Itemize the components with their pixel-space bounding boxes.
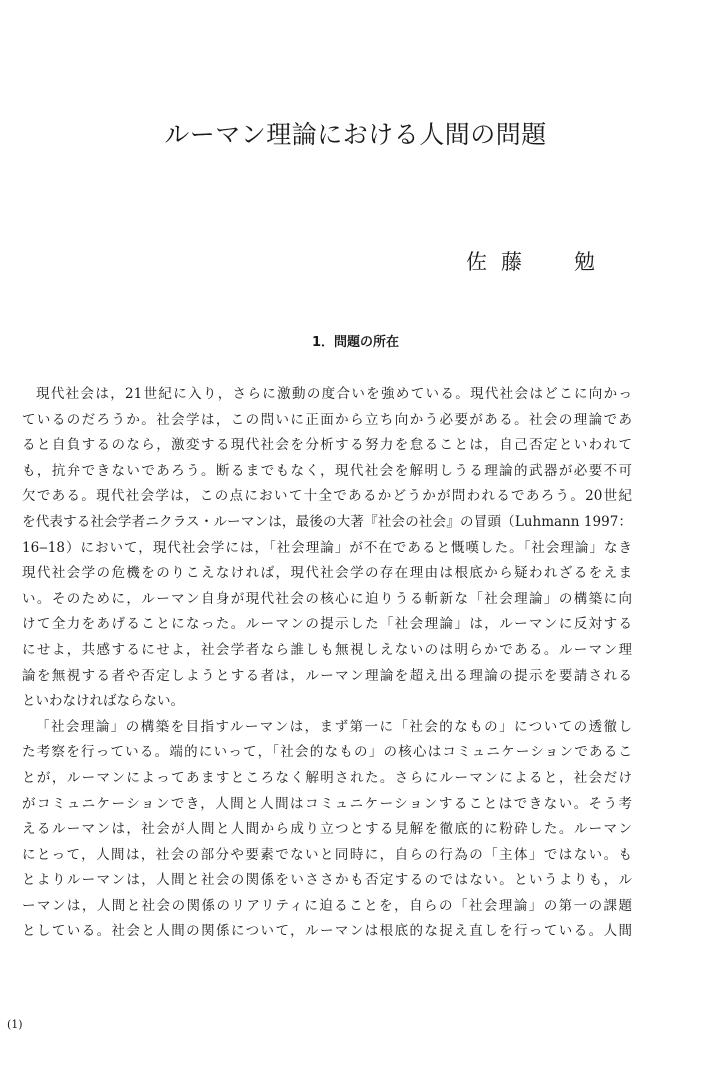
section-heading: 1．問題の所在 (311, 335, 400, 350)
body-line: 「社会理論」の構築を目指すルーマンは，まず第一に「社会的なもの」についての透徹し (36, 718, 632, 735)
body-line: といわなければならない。 (22, 693, 184, 710)
body-line: も，抗弁できないであろう。断るまでもなく，現代社会を解明しうる理論的武器が必要不可 (22, 462, 632, 479)
body-line: がコミュニケーションでき，人間と人間はコミュニケーションすることはできない。そう考 (22, 795, 632, 812)
body-line: とよりルーマンは，人間と社会の関係をいささかも否定するのではない。というよりも，ル (22, 872, 632, 889)
paper-title: ルーマン理論における人間の問題 (164, 120, 547, 149)
body-line: い。そのために，ルーマン自身が現代社会の核心に迫りうる斬新な「社会理論」の構築に向 (22, 590, 632, 607)
body-line: とが，ルーマンによってあますところなく解明された。さらにルーマンによると，社会だけ (22, 769, 632, 786)
body-line: としている。社会と人間の関係について，ルーマンは根底的な捉え直しを行っている。人間 (22, 923, 632, 940)
body-line: にせよ，共感するにせよ，社会学者なら誰しも無視しえないのは明らかである。ルーマン理 (22, 641, 632, 658)
body-line: 論を無視する者や否定しようとする者は，ルーマン理論を超え出る理論の提示を要請される (22, 667, 632, 684)
body-line: を代表する社会学者ニクラス・ルーマンは，最後の大著『社会の社会』の冒頭（Luhmann 1997： (22, 513, 632, 530)
body-line: 16‒18）において，現代社会学には，「社会理論」が不在であると慨嘆した。「社会理論」なき (22, 539, 632, 556)
body-text (22, 382, 632, 945)
body-line: にとって，人間は，社会の部分や要素でないと同時に，自らの行為の「主体」ではない。も (22, 846, 632, 863)
body-line: 現代社会学の危機をのりこえなければ，現代社会学の存在理由は根底から疑われざるをえま (22, 565, 632, 582)
body-line: 欠である。現代社会学は，この点において十全であるかどうかが問われるであろう。20世紀 (22, 488, 632, 505)
author-given-name: 勉 (574, 250, 595, 274)
body-line: 現代社会は，21世紀に入り，さらに激動の度合いを強めている。現代社会はどこに向かっ (36, 386, 632, 402)
body-line: けて全力をあげることになった。ルーマンの提示した「社会理論」は，ルーマンに反対する (22, 616, 632, 633)
body-line: ているのだろうか。社会学は，この問いに正面から立ち向かう必要がある。社会の理論であ (22, 411, 632, 428)
body-line: た考察を行っている。端的にいって，「社会的なもの」の核心はコミュニケーションであるこ (22, 744, 632, 761)
body-line: ーマンは，人間と社会の関係のリアリティに迫ることを，自らの「社会理論」の第一の課題 (22, 897, 632, 914)
body-line: えるルーマンは，社会が人間と人間から成り立つとする見解を徹底的に粉砕した。ルーマン (22, 821, 632, 838)
page-number: (1) (7, 1018, 23, 1031)
body-line: ると自負するのなら，激変する現代社会を分析する努力を怠ることは，自己否定といわれて (22, 437, 632, 454)
author-family-name: 佐藤 (466, 250, 536, 274)
author-name (466, 246, 595, 276)
